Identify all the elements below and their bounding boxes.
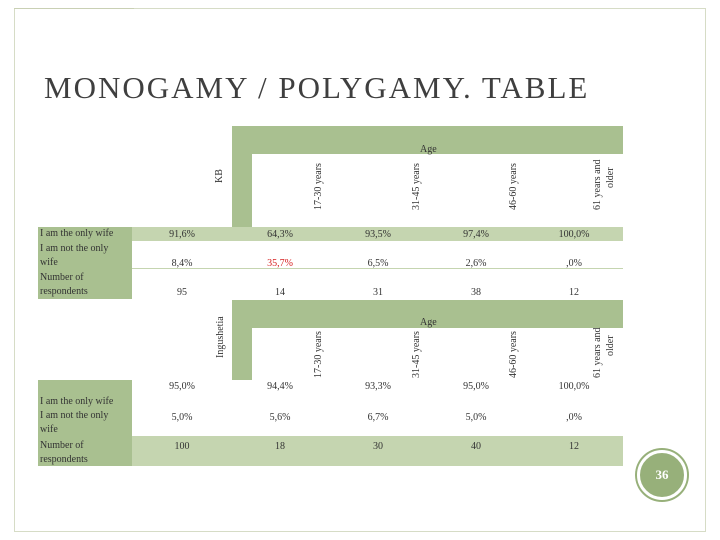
age-col-61-plus-line1: 61 years and <box>592 159 603 210</box>
table-cell: 91,6% <box>169 229 195 240</box>
age-col-17-30: 17-30 years <box>313 331 324 378</box>
age-col-61-plus-line2: older <box>605 335 616 356</box>
table-cell: 95,0% <box>463 381 489 392</box>
table-cell: 6,7% <box>367 412 389 423</box>
table-cell: 12 <box>569 441 579 452</box>
age-col-31-45: 31-45 years <box>411 331 422 378</box>
table-cell: 40 <box>471 441 481 452</box>
row-label-only-wife: I am the only wife <box>40 396 114 407</box>
age-col-61-plus-line2: older <box>605 167 616 188</box>
table-cell: 100,0% <box>558 229 590 240</box>
age-label: Age <box>420 144 437 155</box>
table-cell: 5,0% <box>171 412 193 423</box>
table-cell-highlight: 35,7% <box>267 258 293 269</box>
table-cell: 94,4% <box>267 381 293 392</box>
region-label-ingushetia: Ingushetia <box>215 316 226 358</box>
row-label-only-wife: I am the only wife <box>40 228 114 239</box>
table-cell: 93,5% <box>365 229 391 240</box>
row-label-not-only-wife: I am not the only wife <box>40 410 109 435</box>
table-cell: 5,6% <box>269 412 291 423</box>
table-cell: 30 <box>373 441 383 452</box>
table-cell: 12 <box>569 287 579 298</box>
row-label-respondents: Number of respondents <box>40 272 88 297</box>
table-cell: 18 <box>275 441 285 452</box>
table-cell: 64,3% <box>267 229 293 240</box>
table-cell: 14 <box>275 287 285 298</box>
table-cell: ,0% <box>566 412 582 423</box>
header-col-strip <box>232 328 252 380</box>
age-label: Age <box>420 317 437 328</box>
table-cell: 6,5% <box>367 258 389 269</box>
age-col-17-30: 17-30 years <box>313 163 324 210</box>
age-col-46-60: 46-60 years <box>508 331 519 378</box>
age-col-61-plus-line1: 61 years and <box>592 327 603 378</box>
row-label-respondents: Number of respondents <box>40 440 88 465</box>
table-cell: 100 <box>174 441 190 452</box>
table-cell: 95,0% <box>169 381 195 392</box>
top-rule <box>14 8 134 9</box>
age-col-31-45: 31-45 years <box>411 163 422 210</box>
table-cell: 97,4% <box>463 229 489 240</box>
table-cell: 93,3% <box>365 381 391 392</box>
table-cell: 95 <box>177 287 187 298</box>
table-cell: ,0% <box>566 258 582 269</box>
table-cell: 8,4% <box>171 258 193 269</box>
age-col-46-60: 46-60 years <box>508 163 519 210</box>
table-cell: 38 <box>471 287 481 298</box>
row-label-not-only-wife: I am not the only wife <box>40 243 109 268</box>
table-cell: 31 <box>373 287 383 298</box>
slide-title: MONOGAMY / POLYGAMY. TABLE <box>44 70 590 105</box>
header-col-strip <box>232 154 252 227</box>
page-number-badge: 36 <box>637 450 687 500</box>
table-cell: 2,6% <box>465 258 487 269</box>
table-cell: 5,0% <box>465 412 487 423</box>
table-cell: 100,0% <box>558 381 590 392</box>
region-label-kb: KB <box>214 169 225 183</box>
